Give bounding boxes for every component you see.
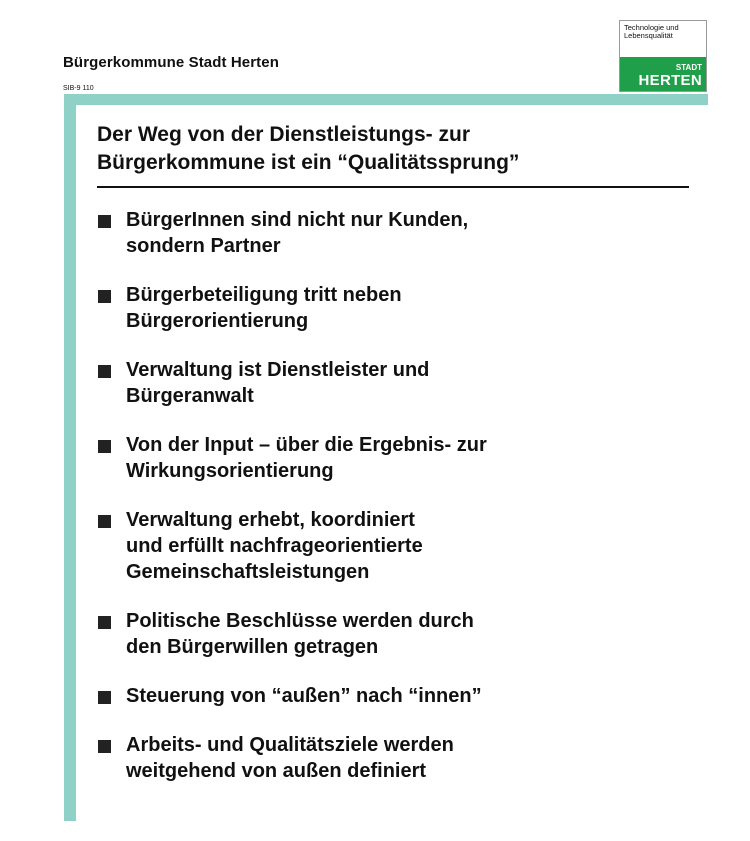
bullet-square-icon <box>98 365 111 378</box>
bullet-item <box>98 432 698 484</box>
logo-herten-text: HERTEN <box>638 72 702 89</box>
page-header-title: Bürgerkommune Stadt Herten <box>63 54 279 71</box>
bullet-item <box>98 357 698 409</box>
bullet-square-icon <box>98 215 111 228</box>
bullet-square-icon <box>98 515 111 528</box>
logo-tagline <box>624 24 679 40</box>
logo-stadt-text: STADT <box>675 63 702 72</box>
document-reference: SIB-9 110 <box>63 85 94 92</box>
logo-tagline-line-2: Lebensqualität <box>624 31 673 40</box>
accent-band-top <box>64 94 708 105</box>
bullet-square-icon <box>98 740 111 753</box>
bullet-square-icon <box>98 290 111 303</box>
title-divider <box>97 186 689 188</box>
bullet-text-line: Bürgerbeteiligung tritt neben <box>126 284 402 306</box>
slide-title <box>97 121 697 177</box>
bullet-item <box>98 683 698 709</box>
bullet-text-line: Verwaltung erhebt, koordiniert <box>126 509 415 531</box>
bullet-text-line: Wirkungsorientierung <box>126 460 334 482</box>
bullet-text-line: Bürgerorientierung <box>126 310 309 332</box>
bullet-square-icon <box>98 440 111 453</box>
bullet-text-line: Arbeits- und Qualitätsziele werden <box>126 734 454 756</box>
bullet-text-line: Verwaltung ist Dienstleister und <box>126 359 430 381</box>
bullet-text-line: Politische Beschlüsse werden durch <box>126 610 474 632</box>
bullet-text-line: BürgerInnen sind nicht nur Kunden, <box>126 209 469 231</box>
bullet-item <box>98 207 698 259</box>
bullet-text-line: den Bürgerwillen getragen <box>126 636 379 658</box>
accent-band-left <box>64 94 76 821</box>
slide-title-line-2: Bürgerkommune ist ein “Qualitätssprung” <box>97 151 520 174</box>
bullet-item <box>98 282 698 334</box>
bullet-text-line: Bürgeranwalt <box>126 385 254 407</box>
logo-green-block <box>620 57 706 91</box>
logo-tagline-line-1: Technologie und <box>624 23 679 32</box>
bullet-text-line: Steuerung von “außen” nach “innen” <box>126 685 482 707</box>
bullet-square-icon <box>98 616 111 629</box>
bullet-square-icon <box>98 691 111 704</box>
bullet-item <box>98 507 698 585</box>
stadt-herten-logo <box>619 20 707 92</box>
bullet-item <box>98 608 698 660</box>
bullet-text-line: Von der Input – über die Ergebnis- zur <box>126 434 487 456</box>
bullet-item <box>98 732 698 784</box>
bullet-text-line: Gemeinschaftsleistungen <box>126 561 370 583</box>
bullet-text-line: weitgehend von außen definiert <box>126 760 427 782</box>
bullet-list <box>98 207 698 807</box>
slide-title-line-1: Der Weg von der Dienstleistungs- zur <box>97 123 471 146</box>
bullet-text-line: sondern Partner <box>126 235 281 257</box>
bullet-text-line: und erfüllt nachfrageorientierte <box>126 535 423 557</box>
